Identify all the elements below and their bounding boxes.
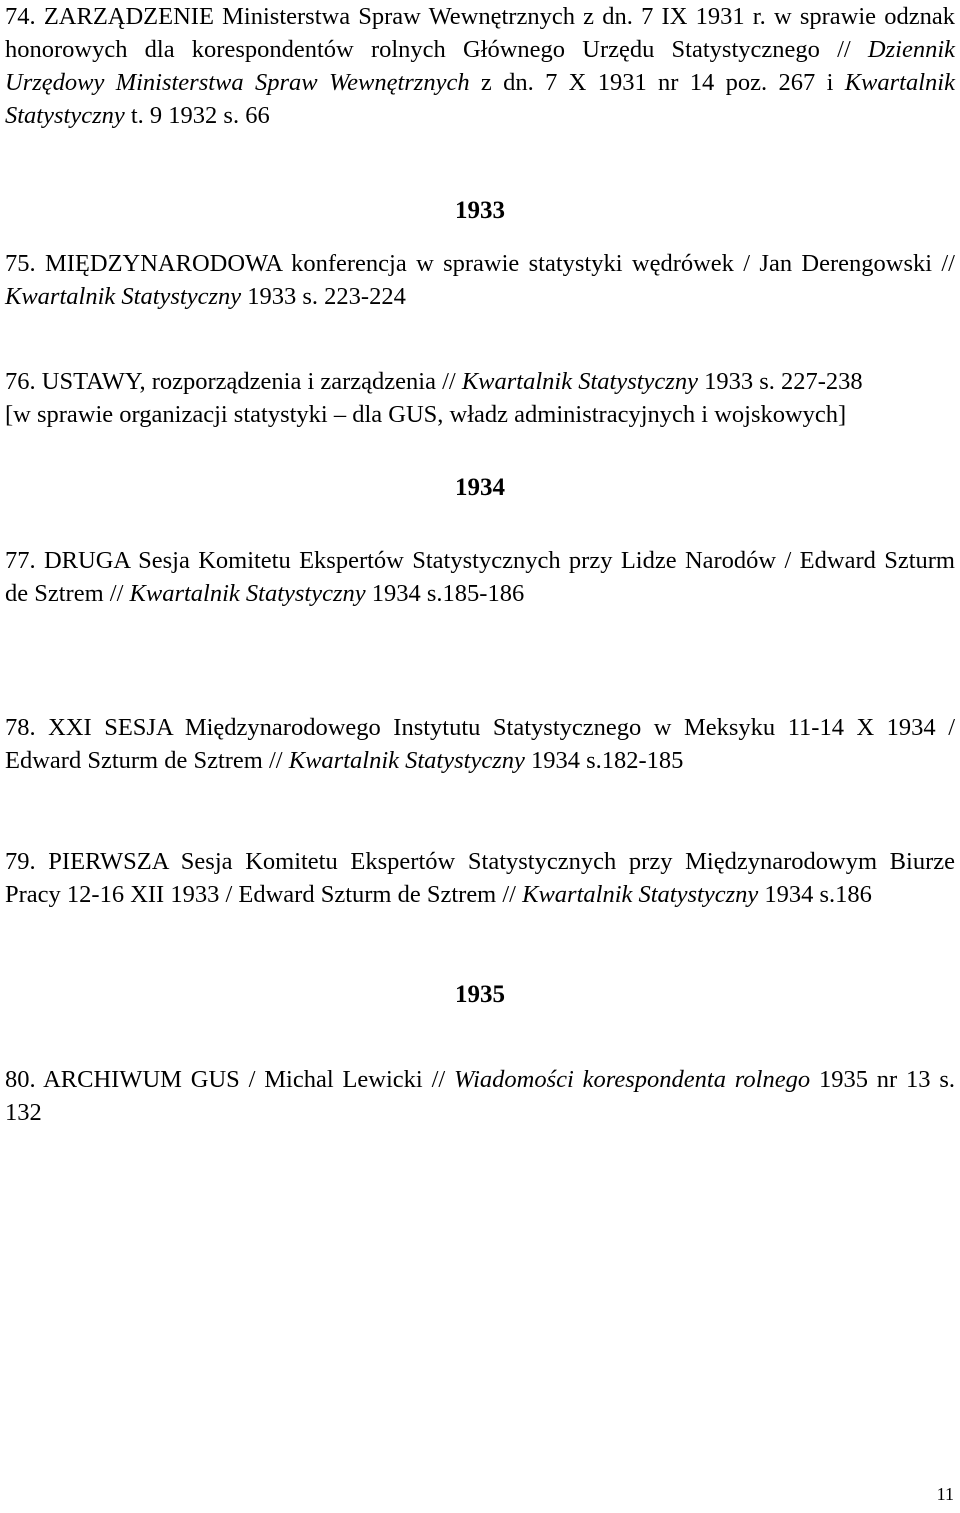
entry-source-title: Dziennik Urzędowy Ministerstwa Spraw Wewnętrznych [5, 36, 955, 96]
entry-text: 75. MIĘDZYNARODOWA konferencja w sprawie statystyki wędrówek / Jan Derengowski // [5, 250, 955, 277]
entry-text: 77. DRUGA Sesja Komitetu Ekspertów Statystycznych przy Lidze Narodów / Edward Szturm de Sztrem // [5, 547, 955, 607]
entry-text: 79. PIERWSZA Sesja Komitetu Ekspertów Statystycznych przy Międzynarodowym Biurze Pracy 12-16 XII 1933 / Edward Szturm de Sztrem // [5, 848, 955, 908]
entry-text: t. 9 1932 s. 66 [124, 102, 270, 129]
entry-text: 76. USTAWY, rozporządzenia i zarządzenia // [5, 368, 462, 395]
entry-text: z dn. 7 X 1931 nr 14 poz. 267 i [469, 69, 845, 96]
year-heading-1934: 1934 [455, 474, 505, 501]
entry-source-title: Kwartalnik Statystyczny [288, 747, 525, 774]
year-heading-1935: 1935 [455, 981, 505, 1008]
bibliography-entry-77 [5, 544, 955, 610]
entry-source-title: Kwartalnik Statystyczny [5, 69, 955, 129]
entry-text: 78. XXI SESJA Międzynarodowego Instytutu Statystycznego w Meksyku 11-14 X 1934 / Edward Szturm de Sztrem // [5, 714, 955, 774]
entry-text: 1934 s.186 [758, 881, 872, 908]
entry-text: 1935 nr 13 s. 132 [5, 1066, 956, 1126]
entry-text: 1933 s. 227-238 [697, 368, 863, 395]
entry-source-title: Kwartalnik Statystyczny [5, 283, 242, 310]
entry-text: 1933 s. 223-224 [241, 283, 406, 310]
entry-source-title: Kwartalnik Statystyczny [522, 881, 759, 908]
bibliography-entry-78 [5, 711, 955, 777]
bibliography-entry-79 [5, 845, 955, 911]
bibliography-page [5, 0, 955, 1129]
bibliography-entry-80 [5, 1063, 955, 1129]
entry-text: 74. ZARZĄDZENIE Ministerstwa Spraw Wewnętrznych z dn. 7 IX 1931 r. w sprawie odznak honorowych dla korespondentów rolnych Głównego Urzędu Statystycznego // [5, 3, 955, 63]
entry-text: 1934 s.185-186 [365, 580, 525, 607]
year-heading-1933: 1933 [455, 197, 505, 224]
entry-source-title: Kwartalnik Statystyczny [461, 368, 698, 395]
entry-text: 80. ARCHIWUM GUS / Michal Lewicki // [5, 1066, 455, 1093]
entry-source-title: Kwartalnik Statystyczny [129, 580, 366, 607]
page-number: 11 [936, 1484, 954, 1504]
entry-source-title: Wiadomości korespondenta rolnego [454, 1066, 811, 1093]
bibliography-entry-75 [5, 247, 955, 313]
bibliography-entry-76 [5, 365, 955, 431]
entry-note: [w sprawie organizacji statystyki – dla GUS, władz administracyjnych i wojskowych] [5, 401, 847, 428]
bibliography-entry-74 [5, 0, 955, 132]
entry-text: 1934 s.182-185 [524, 747, 684, 774]
